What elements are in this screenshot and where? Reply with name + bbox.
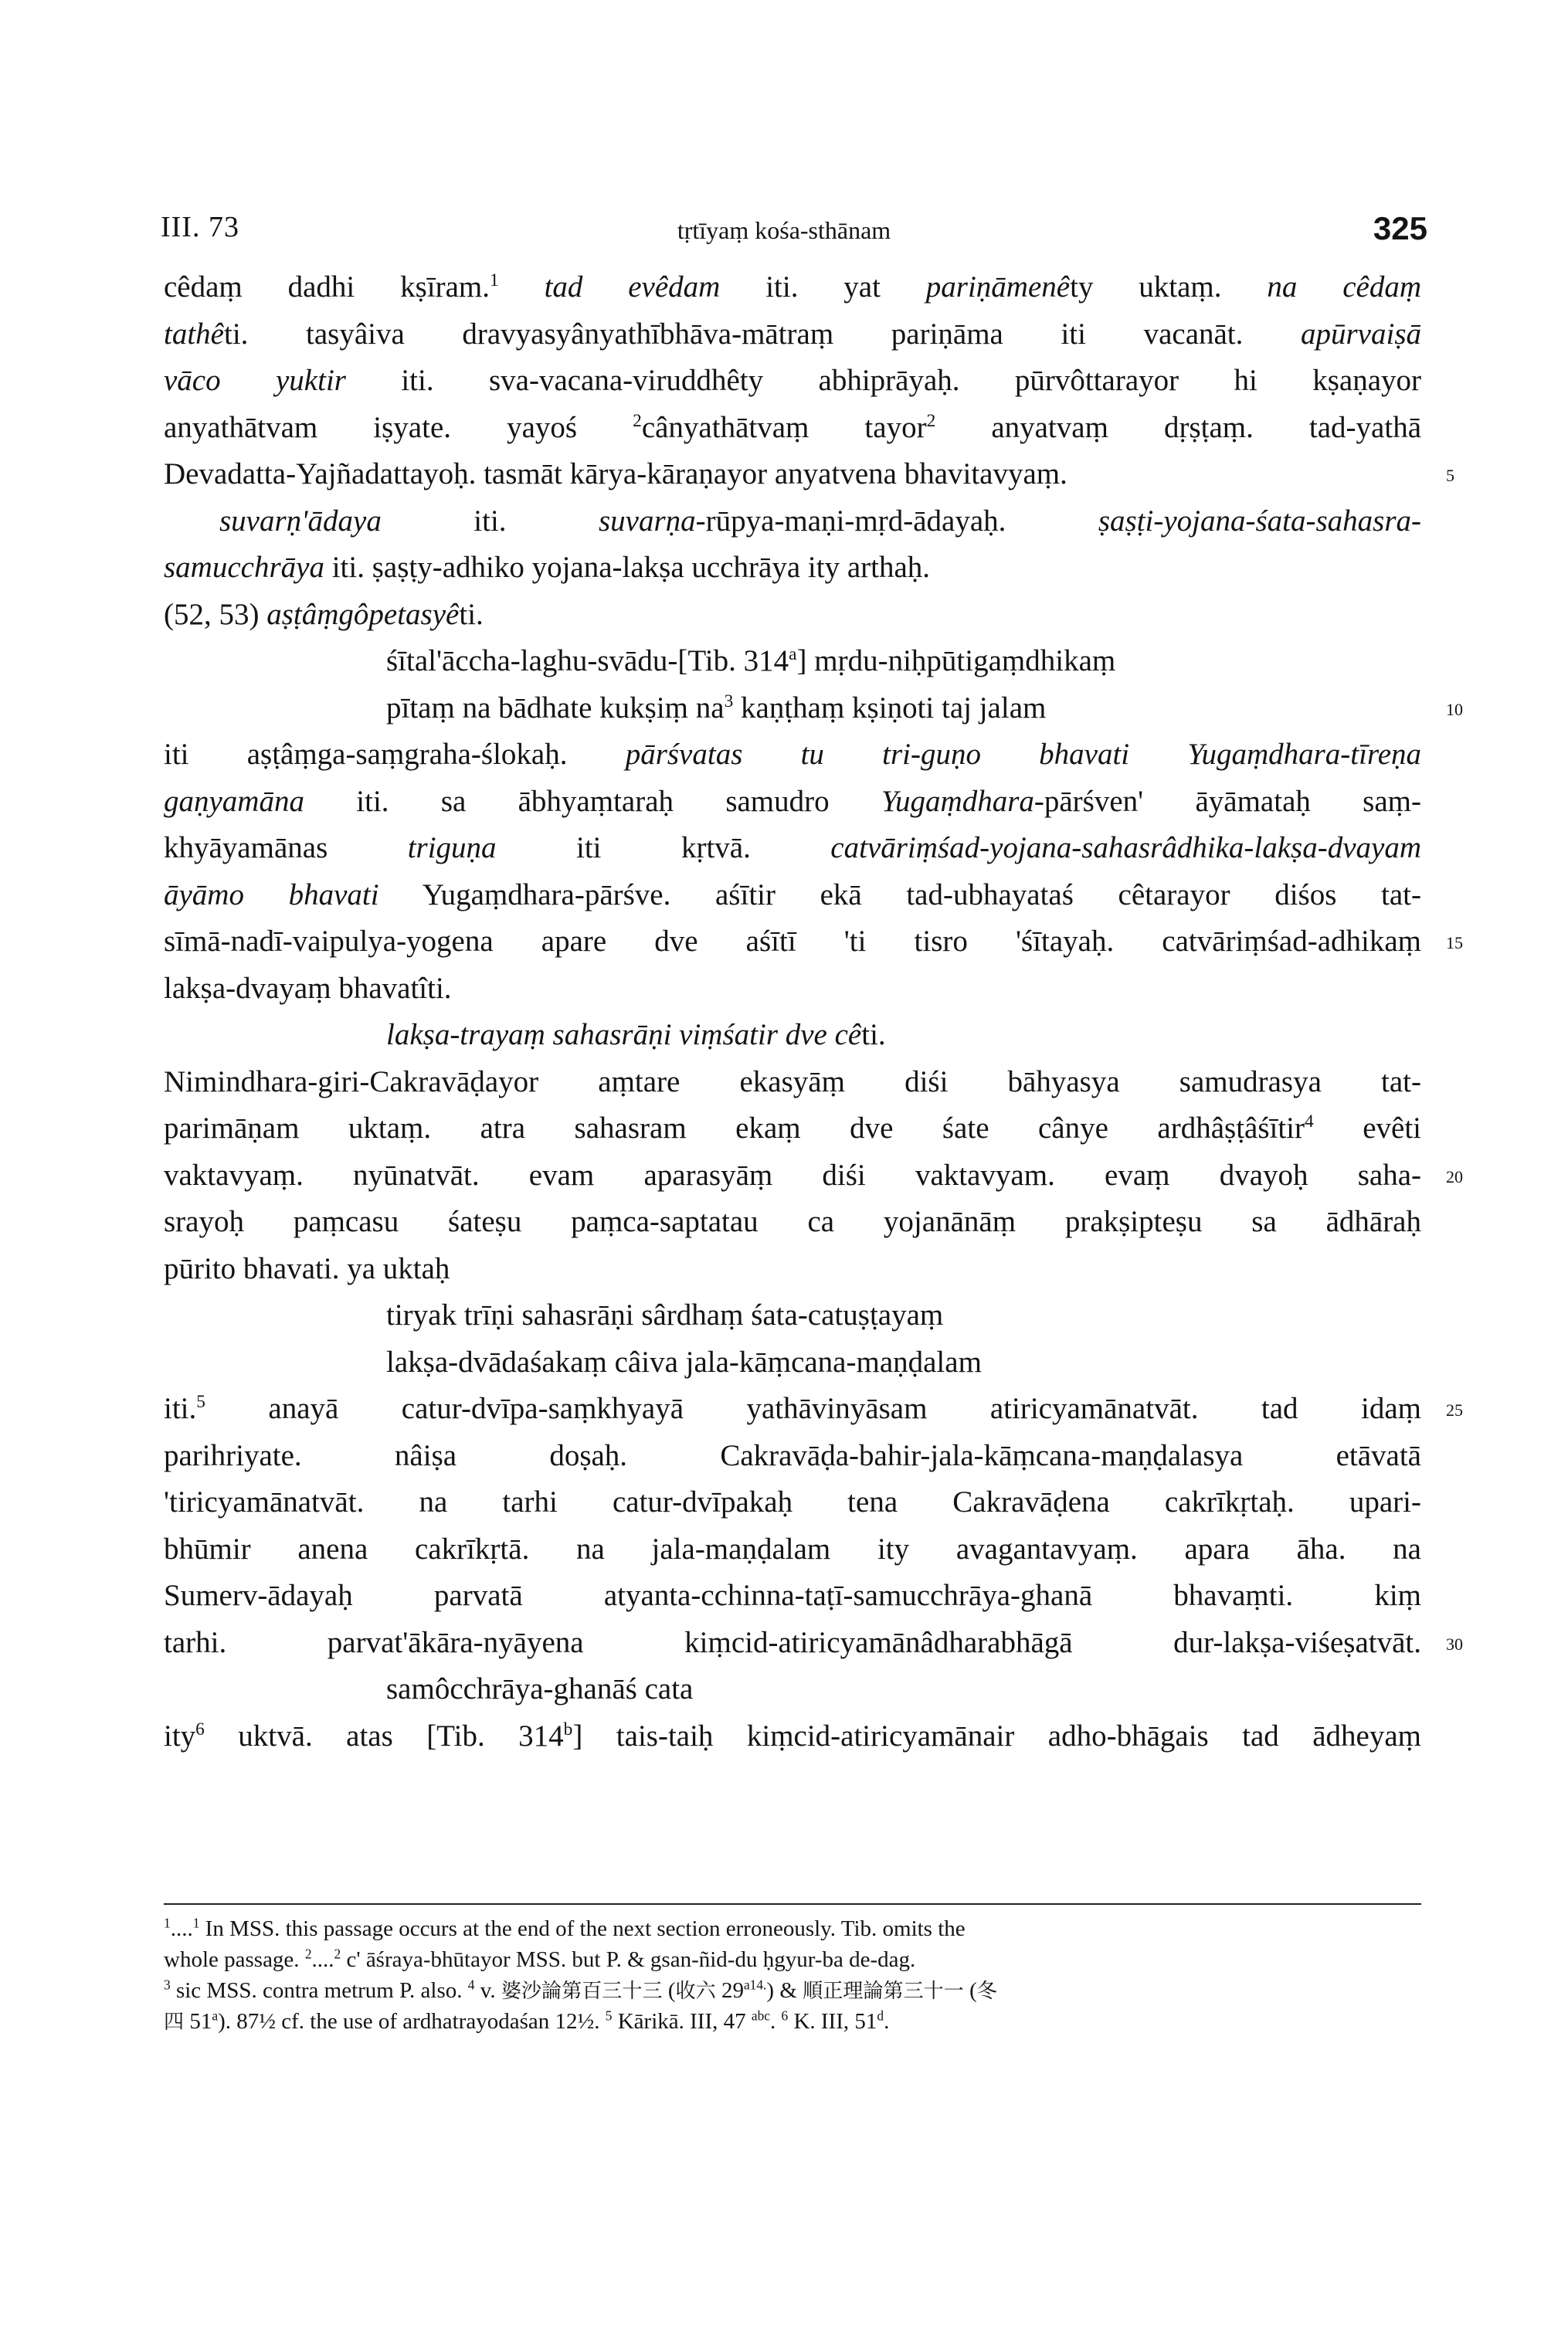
text-line bbox=[386, 1345, 1421, 1380]
text-line bbox=[164, 877, 1421, 913]
text-line bbox=[164, 1251, 1421, 1287]
note-marker: b bbox=[563, 1719, 573, 1740]
note-marker: 6 bbox=[781, 2008, 789, 2024]
footnote-line bbox=[164, 1914, 1421, 1943]
text-run: In MSS. this passage occurs at the end of the next section erroneously. Tib. omits the bbox=[199, 1916, 966, 1941]
text-run bbox=[499, 270, 545, 304]
text-line bbox=[219, 504, 1421, 539]
italic-text: catvāriṃśad-yojana-sahasrâdhika-lakṣa-dvayam bbox=[830, 831, 1421, 864]
text-run: tiryak trīṇi sahasrāṇi sârdhaṃ śata-catuṣṭayaṃ bbox=[386, 1298, 944, 1332]
note-marker: 3 bbox=[724, 691, 734, 711]
text-run: (52, 53) bbox=[164, 598, 267, 631]
text-run: ti. bbox=[459, 598, 484, 631]
text-line bbox=[164, 363, 1421, 399]
italic-text: na cêdaṃ bbox=[1267, 270, 1422, 304]
footnote-line bbox=[164, 1976, 1421, 2006]
text-run: lakṣa-dvayaṃ bhavatîti. bbox=[164, 972, 452, 1005]
text-run: K. III, 51 bbox=[788, 2009, 877, 2034]
italic-text: pariṇāmenê bbox=[925, 270, 1071, 304]
text-line bbox=[164, 737, 1421, 772]
text-line bbox=[164, 1111, 1421, 1146]
text-run: 'tiricyamānatvāt. na tarhi catur-dvīpakaḥ tena Cakravāḍena cakrīkṛtaḥ. upari- bbox=[164, 1485, 1421, 1519]
italic-text: lakṣa-trayaṃ sahasrāṇi viṃśatir dve cê bbox=[386, 1018, 862, 1051]
margin-line-number: 25 bbox=[1446, 1400, 1463, 1420]
italic-text: Yugaṃdhara bbox=[881, 785, 1034, 818]
text-run: .... bbox=[311, 1947, 334, 1972]
text-line bbox=[164, 457, 1421, 492]
note-marker: 3 bbox=[164, 1977, 171, 1993]
italic-text: vāco yuktir bbox=[164, 364, 346, 397]
footnote-line bbox=[164, 2007, 1421, 2037]
italic-text: samucchrāya bbox=[164, 551, 324, 584]
note-marker: a bbox=[789, 644, 797, 664]
text-run: pūrito bhavati. ya uktaḥ bbox=[164, 1252, 450, 1285]
text-line bbox=[164, 1485, 1421, 1520]
text-run: 婆沙論第百三十三 bbox=[501, 1980, 663, 2003]
italic-text: tad evêdam bbox=[544, 270, 721, 304]
text-run: -pārśven' āyāmataḥ saṃ- bbox=[1033, 785, 1421, 818]
note-marker: 2 bbox=[633, 411, 642, 431]
text-run: ( bbox=[662, 1978, 676, 2003]
note-marker: 2 bbox=[304, 1946, 312, 1962]
text-run: Nimindhara-giri-Cakravāḍayor aṃtare ekasyāṃ diśi bāhyasya samudrasya tat- bbox=[164, 1065, 1421, 1098]
text-run: ity bbox=[164, 1719, 196, 1753]
note-marker: abc bbox=[751, 2008, 770, 2024]
text-run: iti kṛtvā. bbox=[496, 831, 831, 864]
text-run: ] tais-taiḥ kiṃcid-atiricyamānair adho-bhāgais tad ādheyaṃ bbox=[572, 1719, 1421, 1753]
text-run: Yugaṃdhara-pārśve. aśītir ekā tad-ubhayataś cêtarayor diśos tat- bbox=[378, 878, 1421, 911]
text-run: -rūpya-maṇi-mṛd-ādayaḥ. bbox=[695, 504, 1098, 538]
margin-line-number: 15 bbox=[1446, 933, 1463, 952]
text-line bbox=[386, 1298, 1421, 1333]
text-run: ). 87½ cf. the use of ardhatrayodaśan 12½. bbox=[218, 2009, 606, 2034]
text-run: . bbox=[884, 2009, 890, 2034]
text-line bbox=[164, 597, 1421, 633]
text-run: ti. bbox=[861, 1018, 886, 1051]
text-run: parihriyate. nâiṣa doṣaḥ. Cakravāḍa-bahir-jala-kāṃcana-maṇḍalasya etāvatā bbox=[164, 1439, 1421, 1472]
text-run: samôcchrāya-ghanāś cata bbox=[386, 1672, 694, 1706]
text-run: khyāyamānas bbox=[164, 831, 408, 864]
text-line bbox=[164, 1578, 1421, 1614]
text-run: śītal'āccha-laghu-svādu-[Tib. 314 bbox=[386, 644, 789, 677]
text-run: anayā catur-dvīpa-saṃkhyayā yathāvinyāsam atiricyamānatvāt. tad idaṃ bbox=[205, 1392, 1421, 1425]
text-run: anyathātvam iṣyate. yayoś bbox=[164, 411, 633, 444]
text-line bbox=[164, 1438, 1421, 1474]
running-title: tṛtīyaṃ kośa-sthānam bbox=[677, 216, 891, 244]
margin-line-number: 5 bbox=[1446, 466, 1454, 485]
italic-text: pārśvatas tu tri-guṇo bhavati Yugaṃdhara-tīreṇa bbox=[625, 738, 1421, 771]
text-run: uktvā. atas [Tib. 314 bbox=[204, 1719, 564, 1753]
text-run: whole passage. bbox=[164, 1947, 305, 1972]
note-marker: 4 bbox=[1305, 1112, 1314, 1132]
note-marker: 1 bbox=[164, 1915, 171, 1931]
text-run: 51 bbox=[184, 2009, 212, 2034]
text-line bbox=[164, 830, 1421, 866]
text-run: Sumerv-ādayaḥ parvatā atyanta-cchinna-taṭī-samucchrāya-ghanā bhavaṃti. kiṃ bbox=[164, 1579, 1421, 1612]
text-run: cânyathātvaṃ tayor bbox=[641, 411, 927, 444]
note-marker: 1 bbox=[490, 270, 499, 290]
margin-line-number: 30 bbox=[1446, 1634, 1463, 1654]
footnote-rule bbox=[164, 1903, 1421, 1905]
text-run: Kārikā. III, 47 bbox=[612, 2009, 752, 2034]
text-run: Devadatta-Yajñadattayoḥ. tasmāt kārya-kāraṇayor anyatvena bhavitavyaṃ. bbox=[164, 457, 1067, 490]
note-marker: 4 bbox=[467, 1977, 475, 1993]
footnote-line bbox=[164, 1945, 1421, 1974]
text-run: tarhi. parvat'ākāra-nyāyena kiṃcid-atiricyamānâdharabhāgā dur-lakṣa-viśeṣatvāt. bbox=[164, 1626, 1421, 1659]
text-run: c' āśraya-bhūtayor MSS. but P. & gsan-ñid-du ḥgyur-ba de-dag. bbox=[341, 1947, 916, 1972]
text-run: pītaṃ na bādhate kukṣiṃ na bbox=[386, 691, 725, 725]
text-run: lakṣa-dvādaśakaṃ câiva jala-kāṃcana-maṇḍalam bbox=[386, 1346, 982, 1379]
italic-text: apūrvaiṣā bbox=[1301, 317, 1421, 351]
text-run: ] mṛdu-niḥpūtigaṃdhikaṃ bbox=[796, 644, 1116, 677]
chapter-reference: III. 73 bbox=[161, 211, 239, 243]
text-run: iti. bbox=[164, 1392, 197, 1425]
page-number: 325 bbox=[1373, 210, 1427, 246]
text-line bbox=[164, 1158, 1421, 1193]
text-run: ty uktaṃ. bbox=[1070, 270, 1268, 304]
text-line bbox=[164, 550, 1421, 585]
text-run: cêdaṃ dadhi kṣīram. bbox=[164, 270, 490, 304]
note-marker: 1 bbox=[192, 1915, 200, 1931]
italic-text: triguṇa bbox=[407, 831, 497, 864]
italic-text: aṣṭâṃgôpetasyê bbox=[266, 598, 460, 631]
text-run: v. bbox=[474, 1978, 501, 2003]
text-run: 收六 bbox=[675, 1980, 716, 2003]
text-line bbox=[164, 1391, 1421, 1427]
text-run: ( bbox=[963, 1978, 977, 2003]
note-marker: d bbox=[877, 2008, 884, 2024]
text-run: evêti bbox=[1313, 1112, 1421, 1145]
text-run: ) & bbox=[766, 1978, 803, 2003]
text-line bbox=[164, 1532, 1421, 1567]
italic-text: suvarṇa bbox=[598, 504, 696, 538]
text-run: kaṇṭhaṃ kṣiṇoti taj jalam bbox=[733, 691, 1047, 725]
text-run: 冬 bbox=[976, 1980, 997, 2003]
text-run: sīmā-nadī-vaipulya-yogena apare dve aśītī 'ti tisro 'śītayaḥ. catvāriṃśad-adhikaṃ bbox=[164, 925, 1421, 958]
text-line bbox=[164, 971, 1421, 1006]
text-run: iti. sva-vacana-viruddhêty abhiprāyaḥ. pūrvôttarayor hi kṣaṇayor bbox=[345, 364, 1421, 397]
text-line bbox=[164, 410, 1421, 446]
text-line bbox=[164, 1625, 1421, 1661]
text-line bbox=[164, 1064, 1421, 1100]
italic-text: ṣaṣṭi-yojana-śata-sahasra- bbox=[1098, 504, 1422, 538]
text-line bbox=[164, 1204, 1421, 1240]
text-line bbox=[164, 924, 1421, 959]
text-run: 29 bbox=[715, 1978, 744, 2003]
margin-line-number: 20 bbox=[1446, 1167, 1463, 1186]
text-line bbox=[164, 270, 1421, 305]
text-run: iti. ṣaṣṭy-adhiko yojana-lakṣa ucchrāya ity arthaḥ. bbox=[324, 551, 931, 584]
text-run: anyatvaṃ dṛṣṭaṃ. tad-yathā bbox=[935, 411, 1421, 444]
text-line bbox=[164, 1719, 1421, 1754]
text-line bbox=[386, 643, 1421, 679]
text-run: 四 bbox=[164, 2011, 185, 2034]
text-run: bhūmir anena cakrīkṛtā. na jala-maṇḍalam ity avagantavyaṃ. apara āha. na bbox=[164, 1532, 1421, 1566]
text-line bbox=[164, 784, 1421, 820]
italic-text: suvarṇ'ādaya bbox=[219, 504, 382, 538]
text-line bbox=[386, 1017, 1421, 1053]
note-marker: 5 bbox=[605, 2008, 613, 2024]
note-marker: 5 bbox=[196, 1392, 205, 1412]
margin-line-number: 10 bbox=[1446, 700, 1463, 719]
text-line bbox=[386, 1672, 1421, 1707]
text-run: 順正理論第三十一 bbox=[803, 1980, 964, 2003]
text-line bbox=[386, 691, 1421, 726]
note-marker: 2 bbox=[334, 1946, 341, 1962]
text-run: ti. tasyâiva dravyasyânyathībhāva-mātraṃ pariṇāma iti vacanāt. bbox=[223, 317, 1301, 351]
note-marker: 2 bbox=[926, 411, 936, 431]
text-run: sic MSS. contra metrum P. also. bbox=[170, 1978, 468, 2003]
note-marker: a14. bbox=[743, 1977, 767, 1993]
italic-text: gaṇyamāna bbox=[164, 785, 304, 818]
text-run: . bbox=[770, 2009, 782, 2034]
text-run: iti. bbox=[381, 504, 599, 538]
text-run: srayoḥ paṃcasu śateṣu paṃca-saptatau ca yojanānāṃ prakṣipteṣu sa ādhāraḥ bbox=[164, 1205, 1421, 1238]
italic-text: āyāmo bhavati bbox=[164, 878, 379, 911]
text-run: vaktavyaṃ. nyūnatvāt. evam aparasyāṃ diśi vaktavyam. evaṃ dvayoḥ saha- bbox=[164, 1159, 1421, 1192]
note-marker: a bbox=[212, 2008, 219, 2024]
text-run: iti aṣṭâṃga-saṃgraha-ślokaḥ. bbox=[164, 738, 626, 771]
text-run: .... bbox=[170, 1916, 193, 1941]
text-run: iti. yat bbox=[720, 270, 926, 304]
text-run: parimāṇam uktaṃ. atra sahasram ekaṃ dve śate cânye ardhâṣṭâśītir bbox=[164, 1112, 1305, 1145]
text-line bbox=[164, 317, 1421, 352]
note-marker: 6 bbox=[195, 1719, 205, 1740]
italic-text: tathê bbox=[164, 317, 224, 351]
text-run: iti. sa ābhyaṃtaraḥ samudro bbox=[304, 785, 881, 818]
